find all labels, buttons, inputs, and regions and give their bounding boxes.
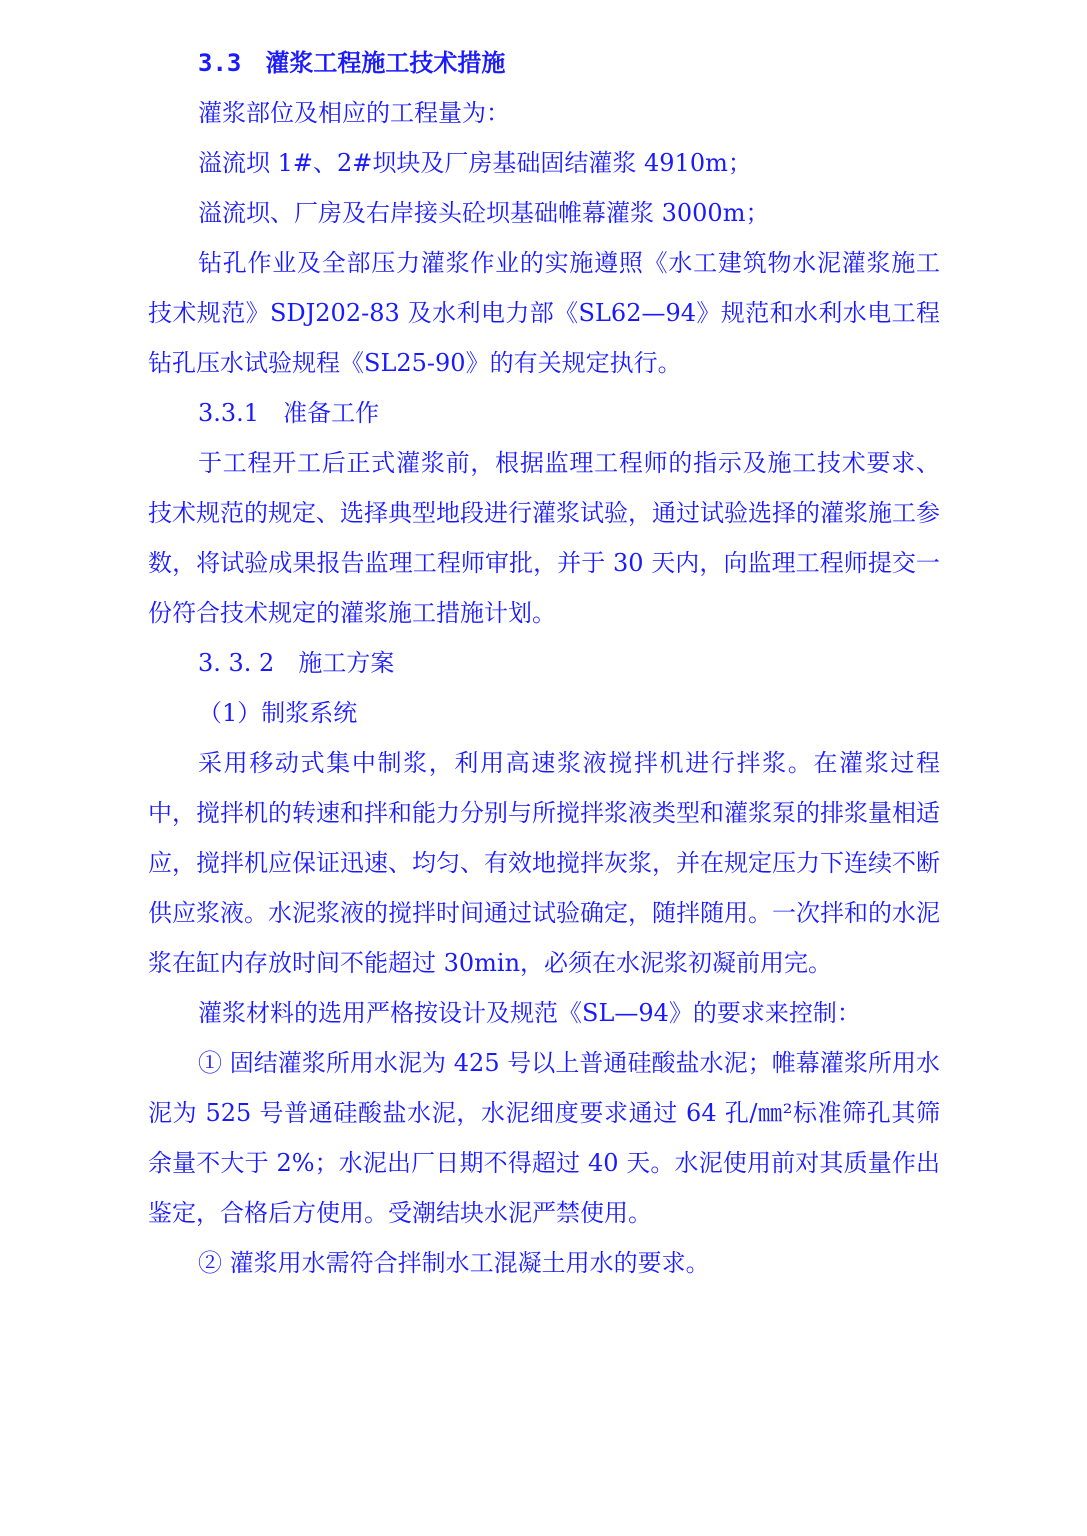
subsection-number: 3.3.1 — [198, 399, 260, 427]
subsection-title: 准备工作 — [283, 399, 380, 427]
quantity-item-curtain: 溢流坝、厂房及右岸接头砼坝基础帷幕灌浆 3000m； — [198, 199, 770, 227]
subheading-grout-mixing: （1）制浆系统 — [198, 699, 358, 727]
subsection-number: 3. 3. 2 — [198, 649, 275, 677]
subsection-heading-plan — [148, 638, 940, 688]
preparation-paragraph: 于工程开工后正式灌浆前，根据监理工程师的指示及施工技术要求、技术规范的规定、选择典型地段进行灌浆试验，通过试验选择的灌浆施工参数，将试验成果报告监理工程师审批，并于 30 天内，向监理工程师提交一份符合技术规定的灌浆施工措施计划。 — [148, 449, 940, 627]
document-body — [148, 38, 940, 1288]
subsection-heading-preparation — [148, 388, 940, 438]
quantities-lead: 灌浆部位及相应的工程量为： — [198, 99, 510, 127]
section-heading — [148, 38, 940, 88]
water-requirement-item: ② 灌浆用水需符合拌制水工混凝土用水的要求。 — [198, 1249, 710, 1277]
section-title: 灌浆工程施工技术措施 — [265, 49, 506, 77]
section-number: 3.3 — [198, 49, 242, 77]
mixing-paragraph: 采用移动式集中制浆，利用高速浆液搅拌机进行拌浆。在灌浆过程中，搅拌机的转速和拌和能力分别与所搅拌浆液类型和灌浆泵的排浆量相适应，搅拌机应保证迅速、均匀、有效地搅拌灰浆，并在规定压力下连续不断供应浆液。水泥浆液的搅拌时间通过试验确定，随拌随用。一次拌和的水泥浆在缸内存放时间不能超过 30min，必须在水泥浆初凝前用完。 — [148, 749, 940, 977]
quantity-item-consolidation: 溢流坝 1#、2#坝块及厂房基础固结灌浆 4910m； — [198, 149, 752, 177]
cement-requirement-item: ① 固结灌浆所用水泥为 425 号以上普通硅酸盐水泥；帷幕灌浆所用水泥为 525 号普通硅酸盐水泥，水泥细度要求通过 64 孔/㎜²标准筛孔其筛余量不大于 2%；水泥出厂日期不得超过 40 天。水泥使用前对其质量作出鉴定，合格后方使用。受潮结块水泥严禁使用。 — [148, 1049, 940, 1227]
subsection-title: 施工方案 — [298, 649, 395, 677]
standards-paragraph: 钻孔作业及全部压力灌浆作业的实施遵照《水工建筑物水泥灌浆施工技术规范》SDJ202-83 及水利电力部《SL62—94》规范和水利水电工程钻孔压水试验规程《SL25-90》的有关规定执行。 — [148, 249, 940, 377]
materials-paragraph: 灌浆材料的选用严格按设计及规范《SL—94》的要求来控制： — [198, 999, 861, 1027]
